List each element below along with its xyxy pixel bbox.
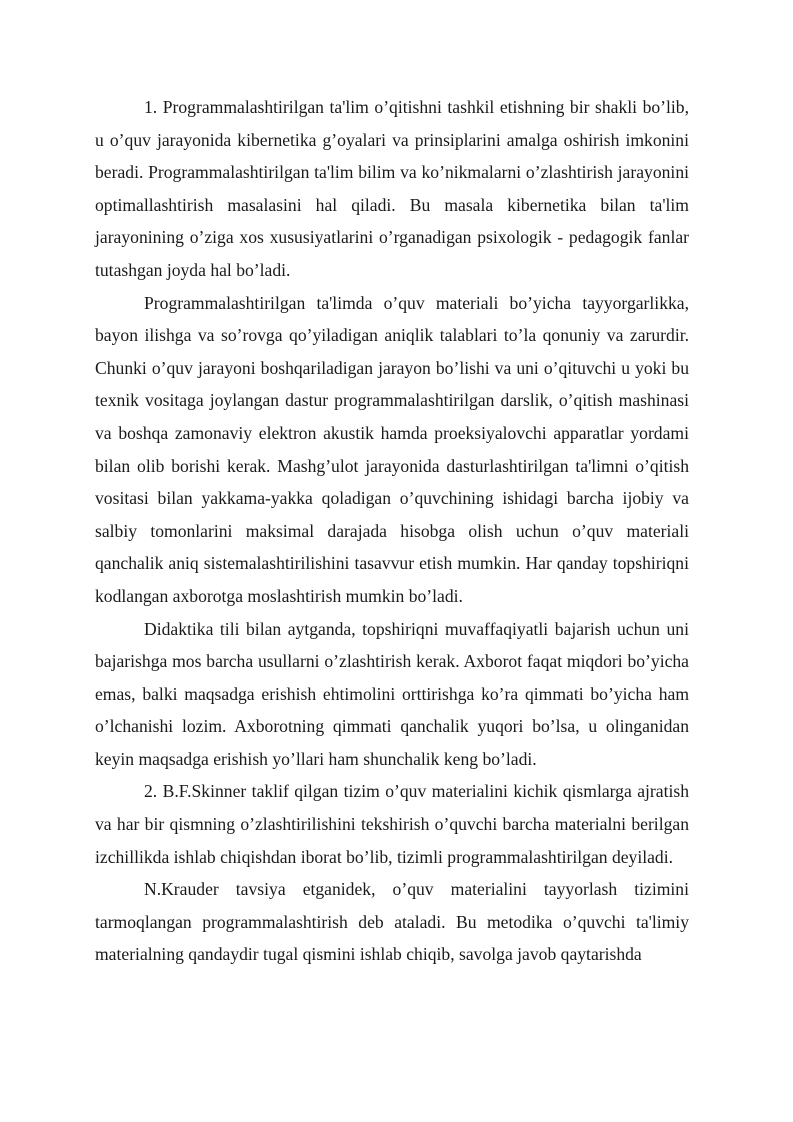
paragraph-krauder-branching: N.Krauder tavsiya etganidek, o’quv materialini tayyorlash tizimini tarmoqlangan programmalashtirish deb ataladi. Bu metodika o’quvchi ta'limiy materialning qandaydir tugal qismini ishlab chiqib, savolga javob qaytarishda (95, 879, 689, 965)
document-page (95, 91, 689, 971)
paragraph-didactics: Didaktika tili bilan aytganda, topshiriqni muvaffaqiyatli bajarish uchun uni bajarishga mos barcha usullarni o’zlashtirish kerak. Axborot faqat miqdori bo’yicha emas, balki maqsadga erishish ehtimolini orttirishga ko’ra qimmati bo’yicha ham o’lchanishi lozim. Axborotning qimmati qanchalik yuqori bo’lsa, u olinganidan keyin maqsadga erishish yo’llari ham shunchalik keng bo’ladi. (95, 618, 689, 769)
paragraph-skinner-system: 2. B.F.Skinner taklif qilgan tizim o’quv materialini kichik qismlarga ajratish va har bir qismning o’zlashtirilishini tekshirish o’quvchi barcha materialni berilgan izchillikda ishlab chiqishdan iborat bo’lib, tizimli programmalashtirilgan deyiladi. (95, 781, 689, 867)
paragraph-programmed-learning-intro: 1. Programmalashtirilgan ta'lim o’qitishni tashkil etishning bir shakli bo’lib, u o’quv jarayonida kibernetika g’oyalari va prinsiplarini amalga oshirish imkonini beradi. Programmalashtirilgan ta'lim bilim va ko’nikmalarni o’zlashtirish jarayonini optimallashtirish masalasini hal qiladi. Bu masala kibernetika bilan ta'lim jarayonining o’ziga xos xususiyatlarini o’rganadigan psixologik - pedagogik fanlar tutashgan joyda hal bo’ladi. (95, 97, 689, 280)
paragraph-material-preparation: Programmalashtirilgan ta'limda o’quv materiali bo’yicha tayyorgarlikka, bayon ilishga va so’rovga qo’yiladigan aniqlik talablari to’la qonuniy va zarurdir. Chunki o’quv jarayoni boshqariladigan jarayon bo’lishi va uni o’qituvchi u yoki bu texnik vositaga joylangan dastur programmalashtirilgan darslik, o’qitish mashinasi va boshqa zamonaviy elektron akustik hamda proeksiyalovchi apparatlar yordami bilan olib borishi kerak. Mashg’ulot jarayonida dasturlashtirilgan ta'limni o’qitish vositasi bilan yakkama-yakka qoladigan o’quvchining ishidagi barcha ijobiy va salbiy tomonlarini maksimal darajada hisobga olish uchun o’quv materiali qanchalik aniq sistemalashtirilishini tasavvur etish mumkin. Har qanday topshiriqni kodlangan axborotga moslashtirish mumkin bo’ladi. (95, 292, 689, 606)
